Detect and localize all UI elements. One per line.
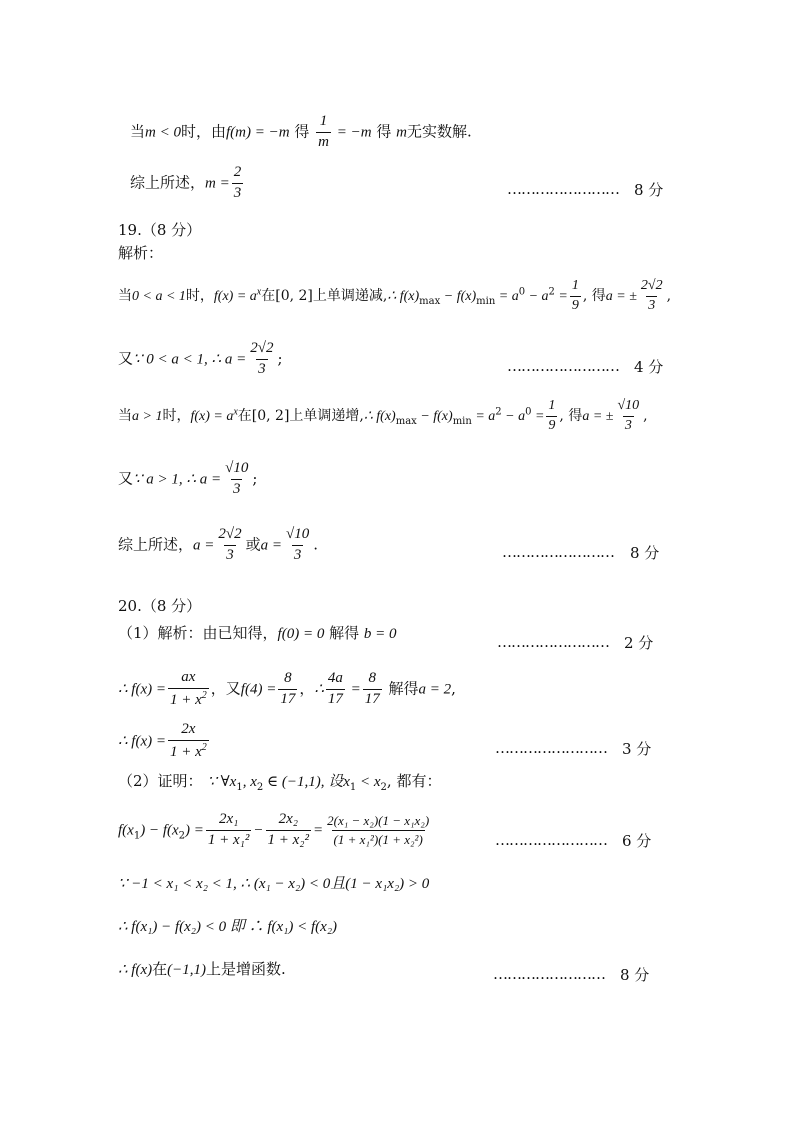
fraction: $\frac{\text{2(x₁ − x₂)(1 − x₁x₂)}}{\text{(1 + x₁²)(1 + x₂²)}}$ bbox=[327, 813, 430, 847]
score-leader: …………………… bbox=[495, 739, 607, 757]
score-label: 8 分 bbox=[630, 544, 660, 562]
q19-restrict-a-greater-1: 又∵ a > 1, ∴ a = $\frac{√10}{3}$ ; bbox=[118, 460, 258, 497]
fraction: $\frac{4a}{17}$ bbox=[327, 670, 343, 707]
q18-line-m-negative: 当m < 0时，由f(m) = −m 得 $\frac{1}{m}$ = −m 得 m无实数解. bbox=[130, 113, 472, 150]
fraction: $\frac{\text{2x₂}}{\text{1 + x₂²}}$ bbox=[267, 811, 310, 848]
fraction: $\frac{√10}{3}$ bbox=[617, 398, 640, 433]
q18-conclusion: 综上所述，m = $\frac{2}{3}$ bbox=[130, 164, 242, 201]
q20-header: 20.（8 分） bbox=[118, 597, 202, 615]
score-label: 4 分 bbox=[634, 358, 664, 376]
fraction: $\frac{2√2}{3}$ bbox=[218, 526, 242, 563]
q19-case-a-greater-1: 当a > 1时，$f(x) = a^x$在[0, 2]上单调递增,∴ $f(x)_{max} - f(x)_{min} = a^2 - a^0$ = $\frac{1}{9}$ , 得a = ± $\frac{√10}{3}$ , bbox=[118, 398, 648, 433]
q20-conclusion: ∴ f(x)在(−1,1)上是增函数. bbox=[118, 960, 286, 978]
score-leader: …………………… bbox=[507, 357, 619, 375]
score-label: 3 分 bbox=[622, 740, 652, 758]
score-label: 6 分 bbox=[622, 832, 652, 850]
score-leader: …………………… bbox=[507, 180, 619, 198]
fraction: $\frac{\text{2x₁}}{\text{1 + x₁²}}$ bbox=[207, 811, 250, 848]
q19-analysis-label: 解析： bbox=[118, 244, 164, 262]
fraction: $\frac{ax}{1 + x^2}$ bbox=[169, 669, 207, 708]
q20-sign-analysis: ∵ −1 < x₁ < x₂ < 1, ∴ (x₁ − x₂) < 0且(1 − x₁x₂) > 0 bbox=[118, 876, 430, 892]
fraction: $\frac{2√2}{3}$ bbox=[640, 278, 663, 313]
q20-inequality: ∴ f(x₁) − f(x₂) < 0 即 ∴ f(x₁) < f(x₂) bbox=[118, 919, 338, 935]
q19-case-a-less-1: 当0 < a < 1时，$f(x) = a^x$在[0, 2]上单调递减,∴ $f(x)_{max} - f(x)_{min} = a^0 - a^2$ = $\frac{1}{9}$ , 得a = ± $\frac{2√2}{3}$ , bbox=[118, 278, 672, 313]
fraction: $\frac{8}{17}$ bbox=[364, 670, 380, 707]
q19-conclusion: 综上所述，a = $\frac{2√2}{3}$ 或a = $\frac{√10}{3}$ . bbox=[118, 526, 319, 563]
q19-restrict-a-less-1: 又∵ 0 < a < 1, ∴ a = $\frac{2√2}{3}$ ; bbox=[118, 340, 283, 377]
q20-part2-setup: （2）证明： ∵ $\forall x_1$, $x_2$ ∈ (−1,1), 设$x_1 < x_2$, 都有： bbox=[118, 772, 442, 793]
fraction: $\frac{√10}{3}$ bbox=[286, 526, 310, 563]
fraction: $\frac{8}{17}$ bbox=[280, 670, 296, 707]
q19-header: 19.（8 分） bbox=[118, 221, 202, 239]
score-label: 2 分 bbox=[624, 634, 654, 652]
fraction: $\frac{2x}{1 + x^2}$ bbox=[169, 721, 207, 760]
q20-difference: $f(x_1) - f(x_2)$ = $\frac{\text{2x₁}}{\text{1 + x₁²}}$ − $\frac{\text{2x₂}}{\text{1 + x₂²}}$ = $\frac{\text{2(x₁ − x₂)(1 − x₁x₂)}}{\text{(1 + x₁²)(1 + x₂²)}}$ bbox=[118, 811, 430, 848]
fraction: $\frac{1}{9}$ bbox=[571, 278, 579, 313]
q20-fx-result: ∴ f(x) = $\frac{2x}{1 + x^2}$ bbox=[118, 721, 207, 760]
score-leader: …………………… bbox=[495, 831, 607, 849]
score-leader: …………………… bbox=[493, 965, 605, 983]
fraction: $\frac{2√2}{3}$ bbox=[250, 340, 274, 377]
score-label: 8 分 bbox=[634, 181, 664, 199]
score-leader: …………………… bbox=[502, 543, 614, 561]
q20-part1: （1）解析：由已知得，f(0) = 0 解得 b = 0 bbox=[118, 624, 397, 642]
fraction: $\frac{2}{3}$ bbox=[233, 164, 242, 201]
fraction: $\frac{1}{m}$ bbox=[318, 113, 329, 150]
q20-fx-derivation: ∴ f(x) = $\frac{ax}{1 + x^2}$ ，又f(4) = $\frac{8}{17}$ ，∴ $\frac{4a}{17}$ = $\frac{8}{17}$ 解得a = 2, bbox=[118, 669, 456, 708]
score-label: 8 分 bbox=[620, 966, 650, 984]
fraction: $\frac{√10}{3}$ bbox=[225, 460, 249, 497]
score-leader: …………………… bbox=[497, 633, 609, 651]
fraction: $\frac{1}{9}$ bbox=[548, 398, 556, 433]
